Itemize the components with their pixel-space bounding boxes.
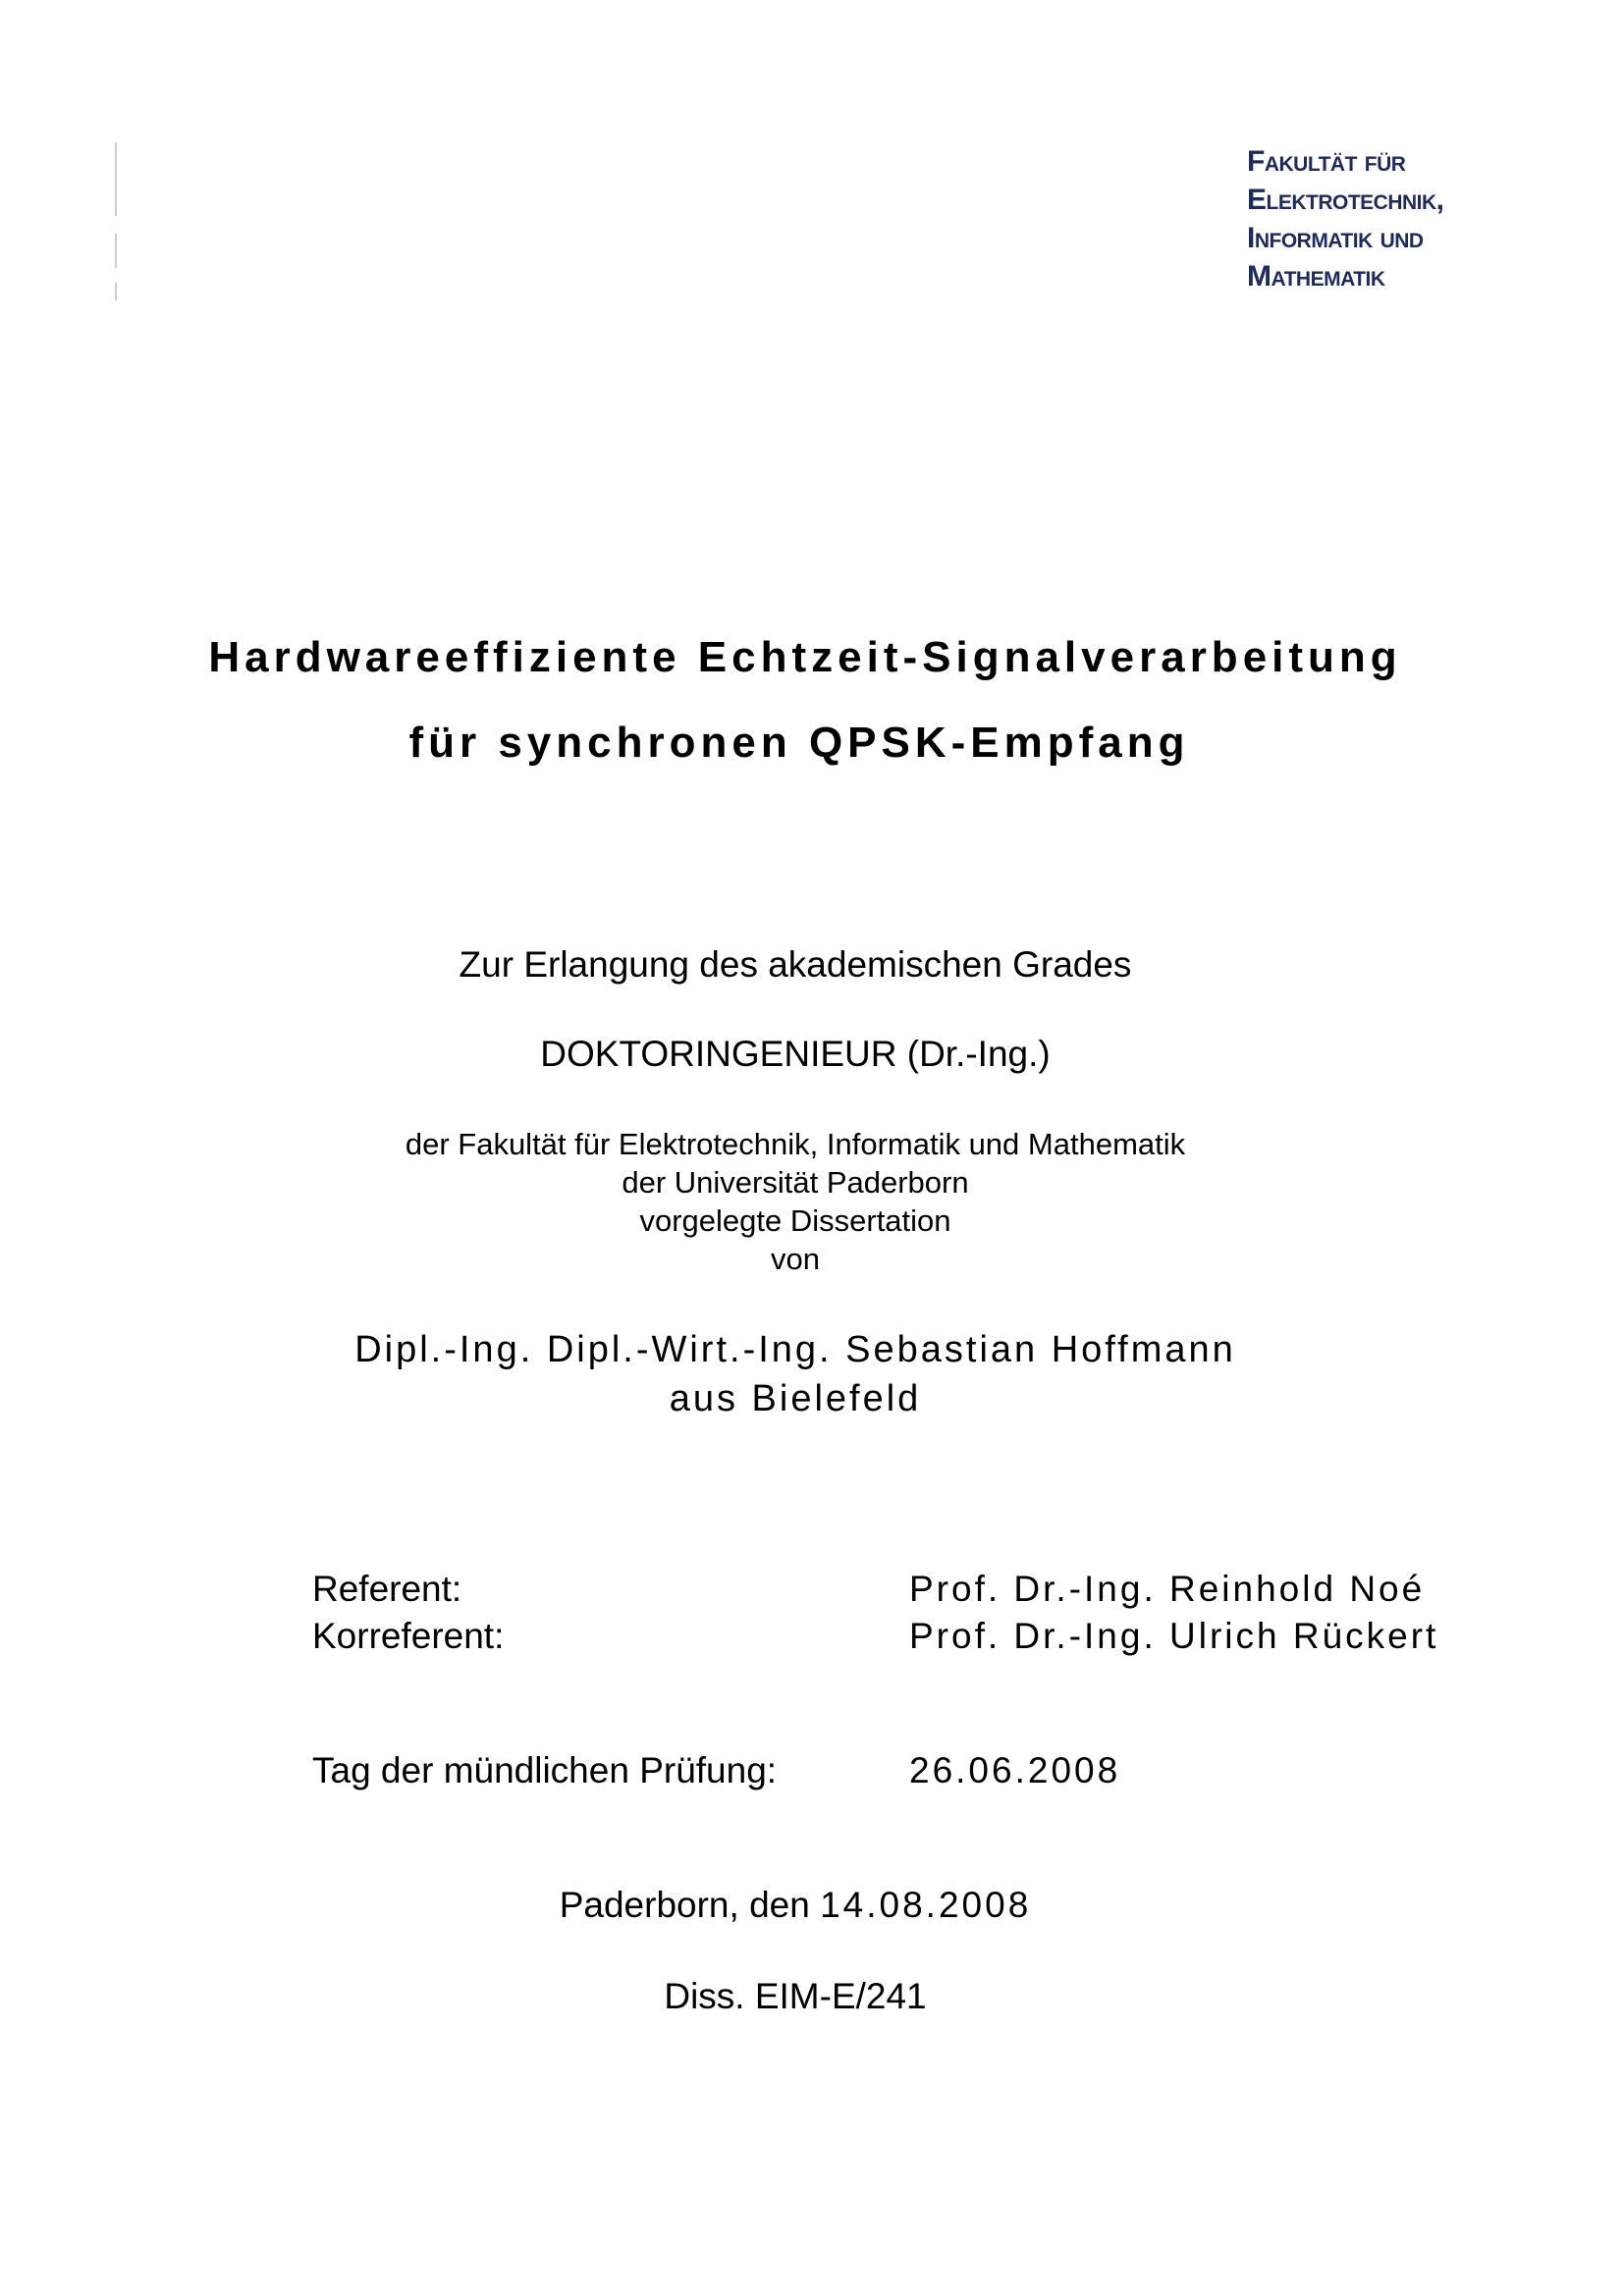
exam-date: 26.06.2008 [909,1750,1121,1790]
submission-block [0,1125,1591,1278]
faculty-line-2: Elektrotechnik, [1247,184,1444,216]
margin-mark-bottom [115,283,117,300]
submission-line-4: von [771,1242,820,1276]
place-date [0,1885,1591,1926]
author-name: Dipl.-Ing. Dipl.-Wirt.-Ing. Sebastian Hoffmann [354,1329,1236,1370]
submission-line-1: der Fakultät für Elektrotechnik, Informatik und Mathematik [405,1127,1186,1161]
diss-number: Diss. EIM-E/241 [664,1976,927,2016]
submission-line-3: vorgelegte Dissertation [639,1203,951,1238]
submission-line-2: der Universität Paderborn [622,1165,969,1200]
korreferent-label: Korreferent: [312,1616,505,1656]
faculty-header [1247,142,1444,295]
referent-label: Referent: [312,1569,462,1609]
margin-mark-middle [115,234,117,268]
title-line-2: für synchronen QPSK-Empfang [408,719,1190,767]
place-date-value: 14.08.2008 [820,1885,1032,1925]
place-date-prefix: Paderborn, den [559,1885,810,1925]
exam-label: Tag der mündlichen Prüfung: [312,1750,778,1790]
referent-name: Prof. Dr.-Ing. Reinhold Noé [909,1569,1426,1609]
degree-intro: Zur Erlangung des akademischen Grades [459,944,1132,985]
korreferent-name: Prof. Dr.-Ing. Ulrich Rückert [909,1616,1439,1656]
degree-name: DOKTORINGENIEUR (Dr.-Ing.) [540,1034,1051,1074]
author-block [0,1325,1591,1423]
faculty-line-3: Informatik und [1247,222,1424,254]
faculty-line-1: Fakultät für [1247,145,1406,178]
author-origin: aus Bielefeld [669,1378,922,1419]
margin-mark-top [115,142,117,216]
faculty-line-4: Mathematik [1247,260,1385,293]
title-line-1: Hardwareeffiziente Echtzeit-Signalverarbeitung [208,633,1402,681]
